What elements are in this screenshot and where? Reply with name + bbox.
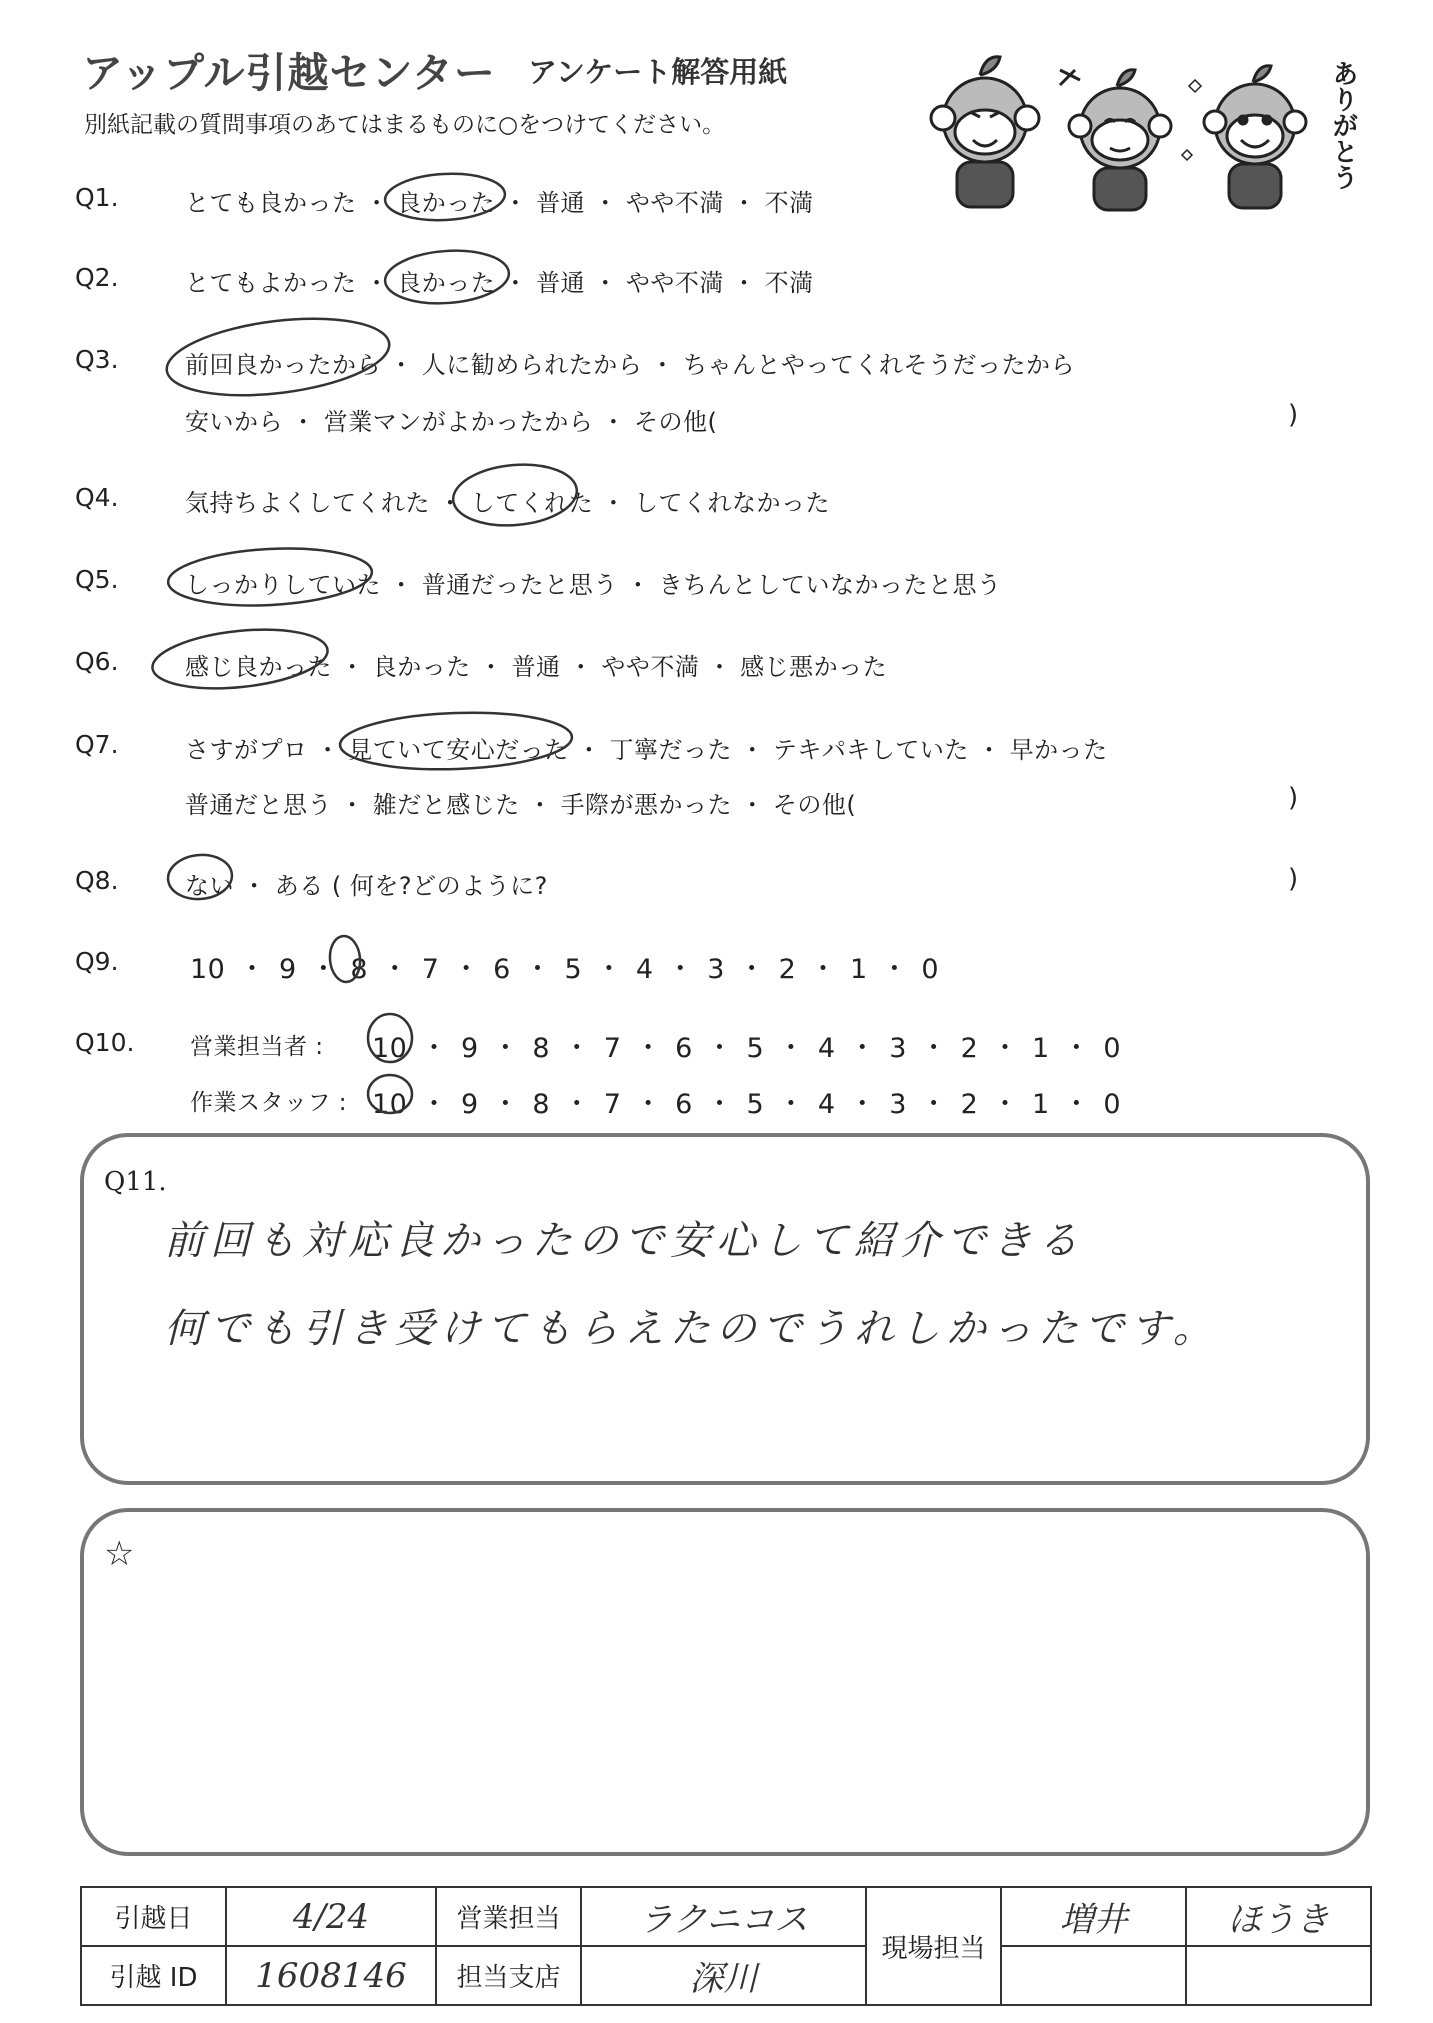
q10-staff-score-3[interactable]: 3 [889, 1089, 907, 1120]
q10-sales-score-2[interactable]: 2 [960, 1033, 979, 1064]
separator: ・ [848, 1089, 877, 1120]
q10-sales-score-0[interactable]: 0 [1103, 1033, 1122, 1064]
separator: ・ [491, 1033, 520, 1064]
q4-option-1[interactable]: 気持ちよくしてくれた [185, 489, 430, 517]
star-comment-box[interactable] [80, 1508, 1370, 1856]
site-staff-empty-1[interactable] [1001, 1946, 1186, 2005]
separator: ・ [563, 1033, 591, 1064]
q6-option-2[interactable]: 良かった [372, 653, 471, 681]
separator: ・ [503, 269, 528, 297]
q10-staff-scale [372, 1082, 1121, 1121]
q1-number: Q1. [75, 183, 119, 212]
q3-options-line2 [185, 402, 717, 437]
q6-options [185, 647, 887, 682]
separator: ・ [527, 791, 553, 819]
q9-scale [190, 947, 939, 986]
separator: ・ [625, 571, 651, 599]
q11-handwritten-line-1: 前回も対応良かったので安心して紹介できる [164, 1218, 1084, 1264]
q9-score-1[interactable]: 1 [850, 954, 868, 985]
instruction-text: 別紙記載の質問事項のあてはまるものに○をつけてください。 [84, 112, 726, 138]
separator: ・ [452, 954, 481, 985]
q3-option-1-selected[interactable]: 前回良かったから [185, 351, 381, 379]
separator: ・ [705, 1089, 734, 1120]
separator: ・ [315, 736, 341, 764]
q10-sales-score-5[interactable]: 5 [746, 1033, 765, 1064]
q9-score-7[interactable]: 7 [421, 954, 440, 985]
q3-number: Q3. [75, 345, 119, 374]
separator: ・ [420, 1033, 448, 1064]
separator: ・ [920, 1089, 948, 1120]
q10-staff-score-0[interactable]: 0 [1103, 1089, 1122, 1120]
q4-option-3[interactable]: してくれなかった [634, 489, 831, 517]
q5-option-3[interactable]: きちんとしていなかったと思う [658, 571, 1002, 599]
separator: ・ [563, 1089, 591, 1120]
q2-option-5[interactable]: 不満 [764, 269, 814, 297]
separator: ・ [991, 1089, 1019, 1120]
separator: ・ [291, 408, 316, 436]
q4-number: Q4. [75, 483, 119, 512]
q9-score-5[interactable]: 5 [564, 954, 583, 985]
q7-option-7[interactable]: 雑だと感じた [372, 791, 520, 819]
q1-option-1[interactable]: とても良かった [185, 189, 357, 217]
separator: ・ [576, 736, 602, 764]
q7-option-6[interactable]: 普通だと思う [185, 791, 332, 819]
q10-sales-score-6[interactable]: 6 [675, 1033, 693, 1064]
q9-score-2[interactable]: 2 [778, 954, 797, 985]
separator: ・ [601, 408, 626, 436]
q9-score-8-selected[interactable]: 8 [350, 954, 369, 985]
q2-option-3[interactable]: 普通 [536, 269, 586, 297]
q3-option-3[interactable]: ちゃんとやってくれそうだったから [683, 351, 1076, 379]
separator: ・ [309, 954, 338, 985]
branch-label: 担当支店 [436, 1946, 581, 2005]
q7-options-line2 [185, 785, 856, 820]
q2-options [185, 263, 814, 298]
move-date-label: 引越日 [81, 1887, 226, 1946]
q3-option-4[interactable]: 安いから [185, 408, 283, 436]
sales-rep-value[interactable]: ラクニコス [581, 1887, 866, 1946]
q9-score-6[interactable]: 6 [493, 954, 511, 985]
site-staff-label: 現場担当 [866, 1887, 1001, 2005]
q10-sales-score-9[interactable]: 9 [461, 1033, 479, 1064]
q7-paren-close: ) [1288, 783, 1299, 813]
q5-options [185, 565, 1002, 600]
q9-score-0[interactable]: 0 [921, 954, 940, 985]
move-info-table [80, 1886, 1372, 2006]
q8-option-2[interactable]: ある ( 何を?どのように? [274, 872, 548, 900]
q4-option-2-selected[interactable]: してくれた [470, 489, 594, 517]
q3-option-other[interactable]: その他( [634, 408, 718, 436]
separator: ・ [634, 1089, 663, 1120]
form-subtitle: アンケート解答用紙 [528, 55, 788, 89]
separator: ・ [738, 954, 766, 985]
q6-option-1-selected[interactable]: 感じ良かった [185, 653, 332, 681]
q2-option-2-selected[interactable]: 良かった [397, 269, 496, 297]
site-staff-empty-2[interactable] [1186, 1946, 1371, 2005]
q10-sales-scale [372, 1026, 1121, 1065]
q1-option-2-selected[interactable]: 良かった [397, 189, 496, 217]
q9-score-4[interactable]: 4 [635, 954, 654, 985]
q10-sales-score-4[interactable]: 4 [817, 1033, 836, 1064]
separator: ・ [593, 189, 618, 217]
separator: ・ [420, 1089, 448, 1120]
separator: ・ [650, 351, 675, 379]
q7-option-4[interactable]: テキパキしていた [772, 736, 969, 764]
separator: ・ [880, 954, 909, 985]
separator: ・ [340, 653, 365, 681]
separator: ・ [381, 954, 409, 985]
move-date-value[interactable]: 4/24 [226, 1887, 436, 1946]
separator: ・ [242, 872, 267, 900]
separator: ・ [1062, 1033, 1091, 1064]
separator: ・ [731, 269, 757, 297]
separator: ・ [920, 1033, 948, 1064]
q5-option-1-selected[interactable]: しっかりしていた [185, 571, 381, 599]
q3-options-line1 [185, 345, 1075, 380]
site-staff-value-2[interactable]: ほうき [1186, 1887, 1371, 1946]
separator: ・ [809, 954, 837, 985]
q10-sales-label: 営業担当者 : [190, 1034, 324, 1060]
monkey-mascot-illustration [895, 40, 1355, 220]
q2-option-1[interactable]: とてもよかった [185, 269, 357, 297]
sales-rep-label: 営業担当 [436, 1887, 581, 1946]
q1-option-5[interactable]: 不満 [764, 189, 814, 217]
q3-option-2[interactable]: 人に勧められたから [421, 351, 643, 379]
q8-option-1-selected[interactable]: ない [185, 872, 234, 900]
q11-handwritten-line-2: 何でも引き受けてもらえたのでうれしかったです。 [164, 1306, 1219, 1352]
q10-sales-score-8[interactable]: 8 [532, 1033, 551, 1064]
q8-options [185, 866, 548, 901]
separator: ・ [666, 954, 695, 985]
separator: ・ [777, 1033, 805, 1064]
branch-value[interactable]: 深川 [581, 1946, 866, 2005]
separator: ・ [491, 1089, 520, 1120]
q10-sales-score-1[interactable]: 1 [1032, 1033, 1050, 1064]
q1-option-4[interactable]: やや不満 [625, 189, 724, 217]
q10-staff-label: 作業スタッフ : [190, 1090, 348, 1116]
q6-option-4[interactable]: やや不満 [601, 653, 700, 681]
q10-number: Q10. [75, 1028, 135, 1057]
separator: ・ [634, 1033, 663, 1064]
q10-staff-score-4[interactable]: 4 [817, 1089, 836, 1120]
separator: ・ [707, 653, 732, 681]
separator: ・ [1062, 1089, 1091, 1120]
q7-option-5[interactable]: 早かった [1009, 736, 1108, 764]
q7-option-other[interactable]: その他( [772, 791, 857, 819]
q10-staff-score-9[interactable]: 9 [461, 1089, 479, 1120]
q10-sales-score-10-selected[interactable]: 10 [372, 1033, 408, 1064]
separator: ・ [601, 489, 626, 517]
q9-score-3[interactable]: 3 [707, 954, 725, 985]
site-staff-value-1[interactable]: 増井 [1001, 1887, 1186, 1946]
separator: ・ [991, 1033, 1019, 1064]
q7-option-2-selected[interactable]: 見ていて安心だった [348, 736, 569, 764]
separator: ・ [503, 189, 528, 217]
q10-staff-score-10-selected[interactable]: 10 [372, 1089, 408, 1120]
q6-option-5[interactable]: 感じ悪かった [740, 653, 888, 681]
q1-options [185, 183, 814, 218]
separator: ・ [976, 736, 1002, 764]
separator: ・ [438, 489, 463, 517]
star-icon: ☆ [104, 1534, 135, 1574]
q7-option-1[interactable]: さすがプロ [185, 736, 308, 764]
separator: ・ [523, 954, 552, 985]
q10-staff-score-1[interactable]: 1 [1032, 1089, 1050, 1120]
separator: ・ [595, 954, 623, 985]
q10-staff-score-2[interactable]: 2 [960, 1089, 979, 1120]
q7-number: Q7. [75, 730, 119, 759]
q10-sales-score-7[interactable]: 7 [603, 1033, 622, 1064]
form-title: アップル引越センター [82, 49, 496, 97]
separator: ・ [731, 189, 757, 217]
q9-number: Q9. [75, 947, 119, 976]
separator: ・ [740, 791, 765, 819]
separator: ・ [340, 791, 365, 819]
q3-option-5[interactable]: 営業マンがよかったから [323, 408, 594, 436]
move-id-label: 引越 ID [81, 1946, 226, 2005]
separator: ・ [593, 269, 618, 297]
q2-option-4[interactable]: やや不満 [625, 269, 724, 297]
q8-paren-close: ) [1288, 864, 1299, 894]
q7-option-3[interactable]: 丁寧だった [609, 736, 733, 764]
separator: ・ [238, 954, 266, 985]
q8-number: Q8. [75, 866, 119, 895]
separator: ・ [777, 1089, 805, 1120]
q10-staff-score-7[interactable]: 7 [603, 1089, 622, 1120]
q5-number: Q5. [75, 565, 119, 594]
q1-option-3[interactable]: 普通 [536, 189, 586, 217]
q2-number: Q2. [75, 263, 119, 292]
q6-number: Q6. [75, 647, 119, 676]
q5-option-2[interactable]: 普通だったと思う [421, 571, 618, 599]
q11-comment-box[interactable] [80, 1133, 1370, 1485]
q10-sales-score-3[interactable]: 3 [889, 1033, 907, 1064]
q4-options [185, 483, 830, 518]
q7-option-8[interactable]: 手際が悪かった [560, 791, 733, 819]
separator: ・ [705, 1033, 734, 1064]
separator: ・ [848, 1033, 877, 1064]
move-id-value[interactable]: 1608146 [226, 1946, 436, 2005]
q10-staff-score-6[interactable]: 6 [675, 1089, 693, 1120]
q10-staff-score-5[interactable]: 5 [746, 1089, 765, 1120]
mascot-caption: ありがとう [1328, 60, 1358, 190]
separator: ・ [478, 653, 504, 681]
separator: ・ [389, 351, 414, 379]
q6-option-3[interactable]: 普通 [511, 653, 561, 681]
q7-options-line1 [185, 730, 1108, 765]
q10-staff-score-8[interactable]: 8 [532, 1089, 551, 1120]
q9-score-9[interactable]: 9 [279, 954, 297, 985]
separator: ・ [740, 736, 765, 764]
q3-paren-close: ) [1288, 400, 1299, 430]
separator: ・ [364, 189, 390, 217]
separator: ・ [364, 269, 390, 297]
q11-label: Q11. [104, 1167, 167, 1197]
separator: ・ [389, 571, 414, 599]
separator: ・ [568, 653, 594, 681]
q9-score-10[interactable]: 10 [190, 954, 226, 985]
